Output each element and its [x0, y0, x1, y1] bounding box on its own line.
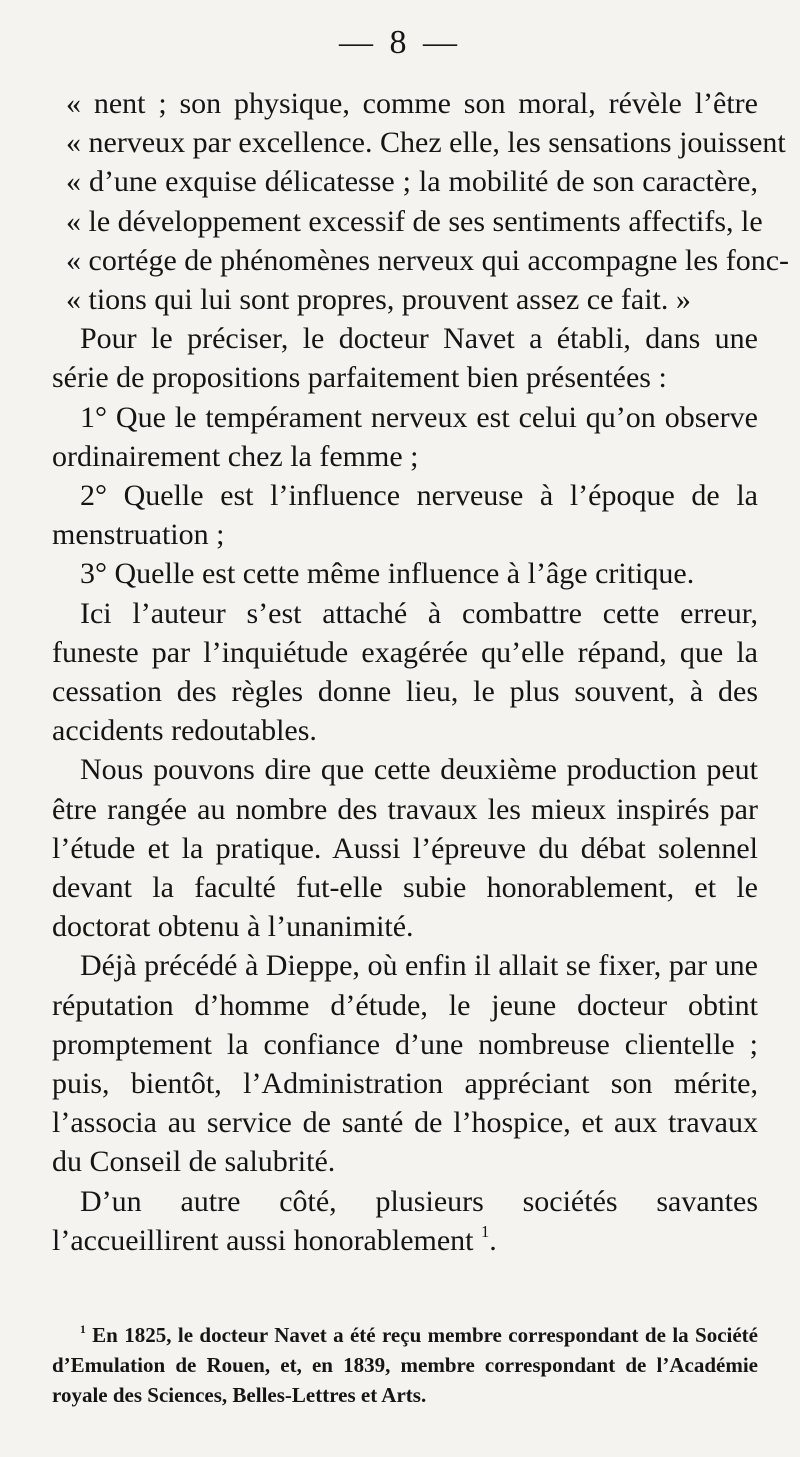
footnote-mark: 1: [80, 1323, 86, 1336]
footnote-reference[interactable]: 1: [481, 1221, 490, 1241]
paragraph-end: .: [489, 1223, 497, 1257]
footnote-text: En 1825, le docteur Navet a été reçu membre correspondant de la Société d’Emulation de Rouen, et, en 1839, membre correspondant de l’Académie royale des Sciences, Belles-Lettres et Arts.: [52, 1323, 758, 1407]
quote-line: « le développement excessif de ses sentiments affectifs, le: [66, 204, 763, 238]
quotation: [52, 84, 790, 319]
quote-line: « d’une exquise délicatesse ; la mobilité de son caractère,: [66, 165, 758, 199]
page-number: — 8 —: [339, 24, 461, 61]
footnotes: [52, 1320, 758, 1410]
paragraph: Ici l’auteur s’est attaché à combattre cette erreur, funeste par l’inquiétude exagérée qu’elle répand, que la cessation des règles donne lieu, le plus souvent, à des accidents redoutables.: [52, 596, 758, 748]
paragraph-text: D’un autre côté, plusieurs sociétés savantes l’accueillirent aussi honorablement: [52, 1184, 758, 1257]
paragraph: Nous pouvons dire que cette deuxième production peut être rangée au nombre des travaux les mieux inspirés par l’étude et la pratique. Aussi l’épreuve du débat solennel devant la faculté fut-elle subie honorablement, et le doctorat obtenu à l’unanimité.: [52, 753, 758, 944]
paragraph: Déjà précédé à Dieppe, où enfin il allait se fixer, par une réputation d’homme d’étude, le jeune docteur obtint promptement la confiance d’une nombreuse clientelle ; puis, bientôt, l’Administration appréciant son mérite, l’associa au service de santé de l’hospice, et aux travaux du Conseil de salubrité.: [52, 949, 758, 1179]
paragraph: 1° Que le tempérament nerveux est celui qu’on observe ordinairement chez la femme ;: [52, 400, 758, 473]
paragraph: 3° Quelle est cette même influence à l’âge critique.: [80, 557, 695, 591]
body-text: [52, 84, 790, 1260]
paragraph: Pour le préciser, le docteur Navet a établi, dans une série de propositions parfaitement bien présentées :: [52, 322, 758, 395]
quote-line: « nerveux par excellence. Chez elle, les sensations jouissent: [66, 126, 786, 160]
quote-line: « nent ; son physique, comme son moral, révèle l’être: [66, 87, 758, 120]
quote-line: « tions qui lui sont propres, prouvent assez ce fait. »: [66, 283, 691, 317]
paragraph-with-note: [52, 1182, 758, 1260]
paragraph: 2° Quelle est l’influence nerveuse à l’époque de la menstruation ;: [52, 479, 758, 552]
footnote: [52, 1320, 758, 1410]
quote-line: « cortége de phénomènes nerveux qui accompagne les fonc-: [66, 243, 790, 277]
